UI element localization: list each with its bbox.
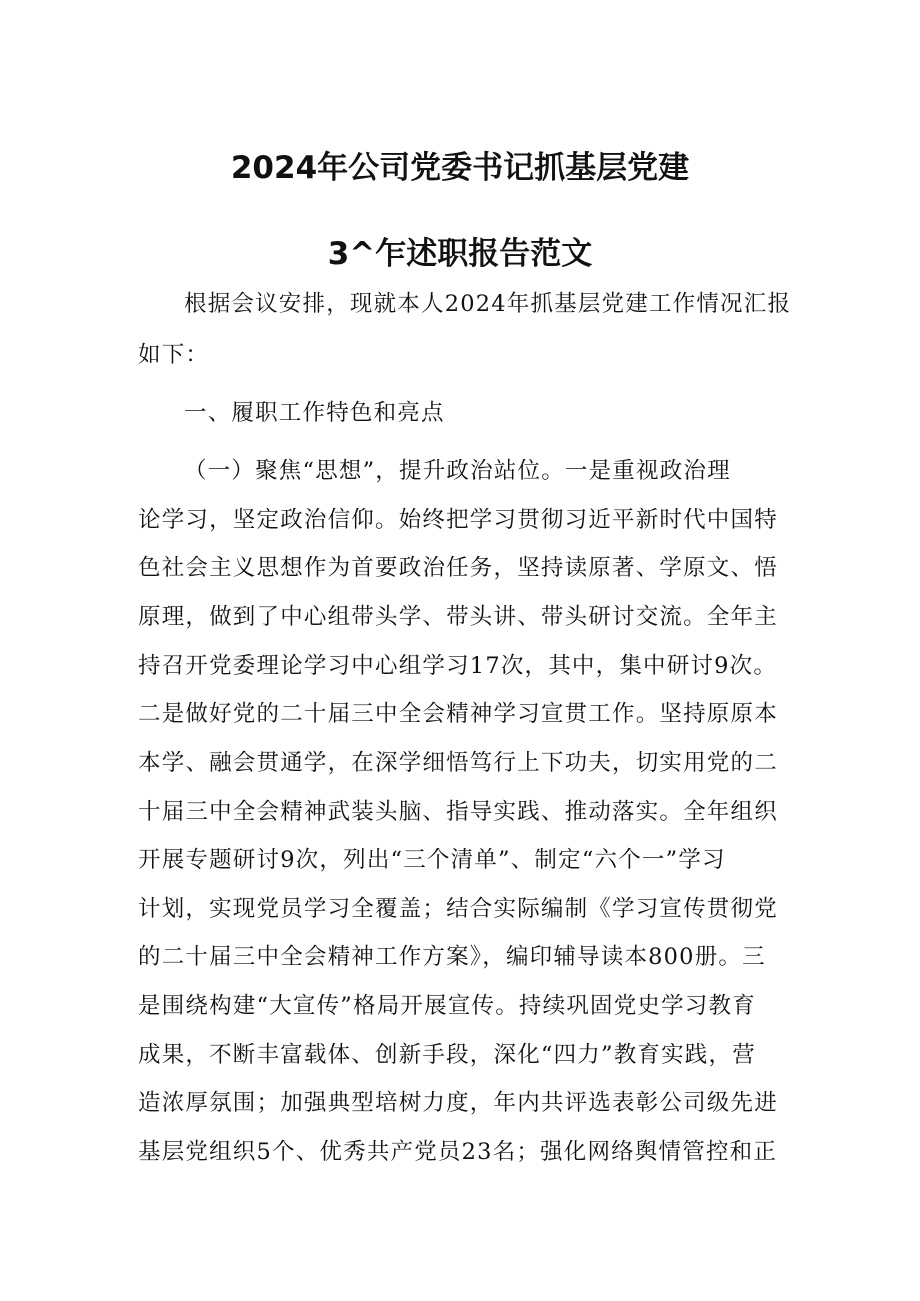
paragraph-line: 论学习，坚定政治信仰。始终把学习贯彻习近平新时代中国特	[138, 507, 778, 533]
paragraph-line: 基层党组织5个、优秀共产党员23名；强化网络舆情管控和正	[138, 1139, 778, 1165]
paragraph-line: 是围绕构建“大宣传”格局开展宣传。持续巩固党史学习教育	[138, 993, 756, 1019]
paragraph-intro-line-1: 根据会议安排，现就本人2024年抓基层党建工作情况汇报	[184, 291, 792, 317]
paragraph-line: 本学、融会贯通学，在深学细悟笃行上下功夫，切实用党的二	[138, 750, 778, 776]
paragraph-intro-line-2: 如下：	[138, 342, 210, 368]
section-heading: 一、履职工作特色和亮点	[184, 400, 445, 426]
paragraph-line: 二是做好党的二十届三中全会精神学习宣贯工作。坚持原原本	[138, 701, 778, 727]
paragraph-line: 成果，不断丰富载体、创新手段，深化“四力”教育实践，营	[138, 1042, 756, 1068]
paragraph-line: 造浓厚氛围；加强典型培树力度，年内共评选表彰公司级先进	[138, 1090, 778, 1116]
paragraph-line: （一）聚焦“思想”，提升政治站位。一是重视政治理	[184, 458, 731, 484]
document-title-line-1: 2024年公司党委书记抓基层党建	[230, 150, 690, 186]
paragraph-line: 的二十届三中全会精神工作方案》，编印辅导读本800册。三	[138, 944, 766, 970]
paragraph-line: 开展专题研讨9次，列出“三个清单”、制定“六个一”学习	[138, 847, 726, 873]
paragraph-line: 原理，做到了中心组带头学、带头讲、带头研讨交流。全年主	[138, 604, 778, 630]
paragraph-line: 十届三中全会精神武装头脑、指导实践、推动落实。全年组织	[138, 799, 778, 825]
paragraph-line: 持召开党委理论学习中心组学习17次，其中，集中研讨9次。	[138, 653, 778, 679]
paragraph-line: 计划，实现党员学习全覆盖；结合实际编制《学习宣传贯彻党	[138, 896, 778, 922]
document-title-line-2: 3^乍述职报告范文	[327, 236, 593, 272]
paragraph-line: 色社会主义思想作为首要政治任务，坚持读原著、学原文、悟	[138, 555, 778, 581]
